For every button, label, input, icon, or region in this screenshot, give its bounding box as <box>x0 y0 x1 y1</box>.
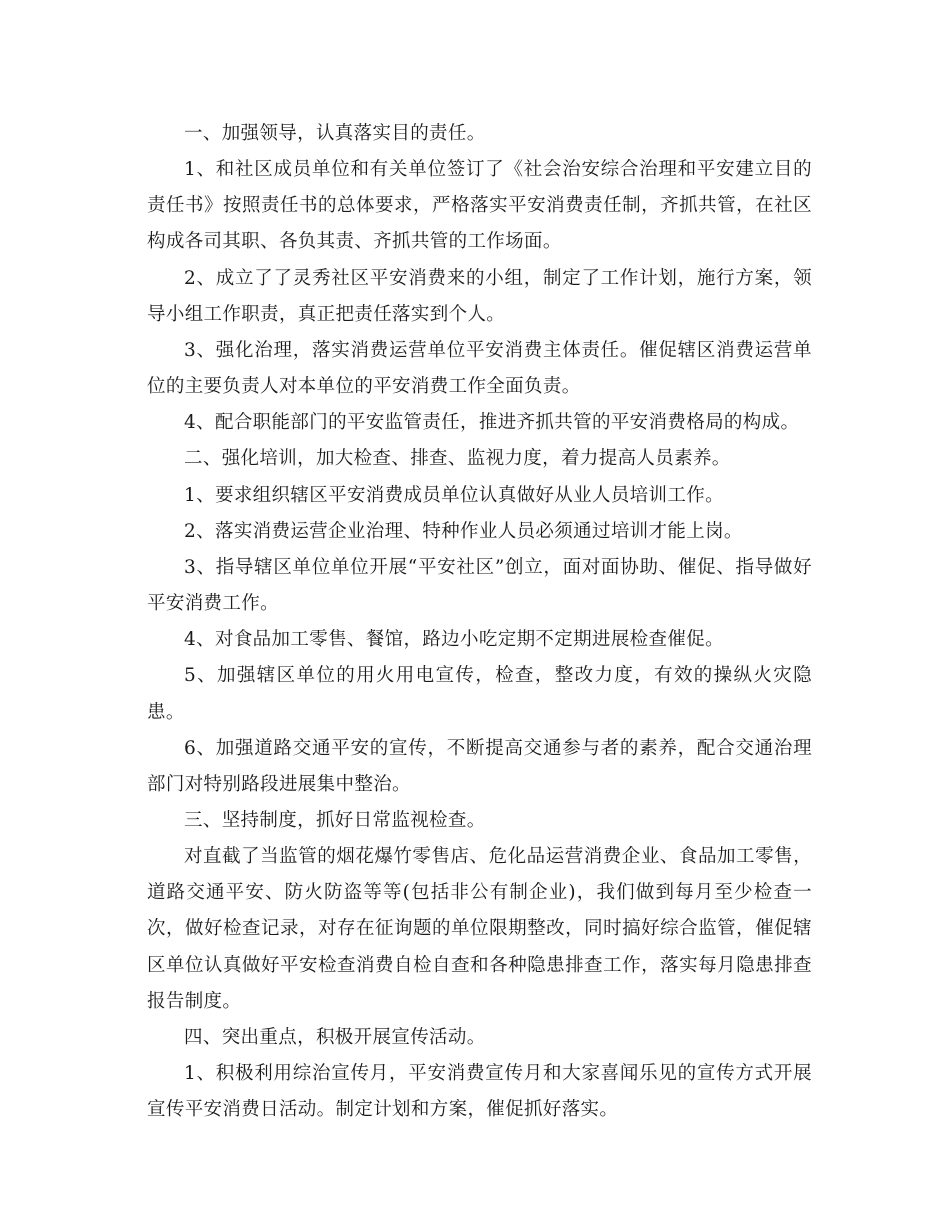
paragraph: 2、落实消费运营企业治理、特种作业人员必须通过培训才能上岗。 <box>184 520 743 542</box>
paragraph: 2、成立了了灵秀社区平安消费来的小组，制定了工作计划，施行方案，领导小组工作职责，真正把责任落实到个人。 <box>147 267 812 325</box>
paragraph: 1、和社区成员单位和有关单位签订了《社会治安综合治理和平安建立目的责任书》按照责任书的总体要求，严格落实平安消费责任制，齐抓共管，在社区构成各司其职、各负其责、齐抓共管的工作场面。 <box>147 159 812 253</box>
section-heading-2: 二、强化培训，加大检查、排查、监视力度，着力提高人员素养。 <box>184 448 731 470</box>
paragraph: 4、配合职能部门的平安监管责任，推进齐抓共管的平安消费格局的构成。 <box>184 412 800 434</box>
paragraph: 1、要求组织辖区平安消费成员单位认真做好从业人员培训工作。 <box>184 484 724 506</box>
paragraph: 4、对食品加工零售、餐馆，路边小吃定期不定期进展检查催促。 <box>184 629 724 651</box>
paragraph: 对直截了当监管的烟花爆竹零售店、危化品运营消费企业、食品加工零售，道路交通平安、防火防盗等等(包括非公有制企业)，我们做到每月至少检查一次，做好检查记录，对存在征询题的单位限期整改，同时搞好综合监管，催促辖区单位认真做好平安检查消费自检自查和各种隐患排查工作，落实每月隐患排查报告制度。 <box>147 846 812 1012</box>
paragraph: 5、加强辖区单位的用火用电宣传，检查，整改力度，有效的操纵火灾隐患。 <box>147 665 812 723</box>
document-body <box>147 116 812 1128</box>
paragraph: 1、积极利用综治宣传月，平安消费宣传月和大家喜闻乐见的宣传方式开展宣传平安消费日活动。制定计划和方案，催促抓好落实。 <box>147 1063 812 1121</box>
paragraph: 3、强化治理，落实消费运营单位平安消费主体责任。催促辖区消费运营单位的主要负责人对本单位的平安消费工作全面负责。 <box>147 339 812 398</box>
paragraph: 6、加强道路交通平安的宣传，不断提高交通参与者的素养，配合交通治理部门对特别路段进展集中整治。 <box>147 737 812 795</box>
section-heading-3: 三、坚持制度，抓好日常监视检查。 <box>184 809 486 831</box>
section-heading-1: 一、加强领导，认真落实目的责任。 <box>184 123 486 144</box>
section-heading-4: 四、突出重点，积极开展宣传活动。 <box>184 1026 486 1048</box>
paragraph: 3、指导辖区单位单位开展“平安社区”创立，面对面协助、催促、指导做好平安消费工作。 <box>147 556 812 615</box>
